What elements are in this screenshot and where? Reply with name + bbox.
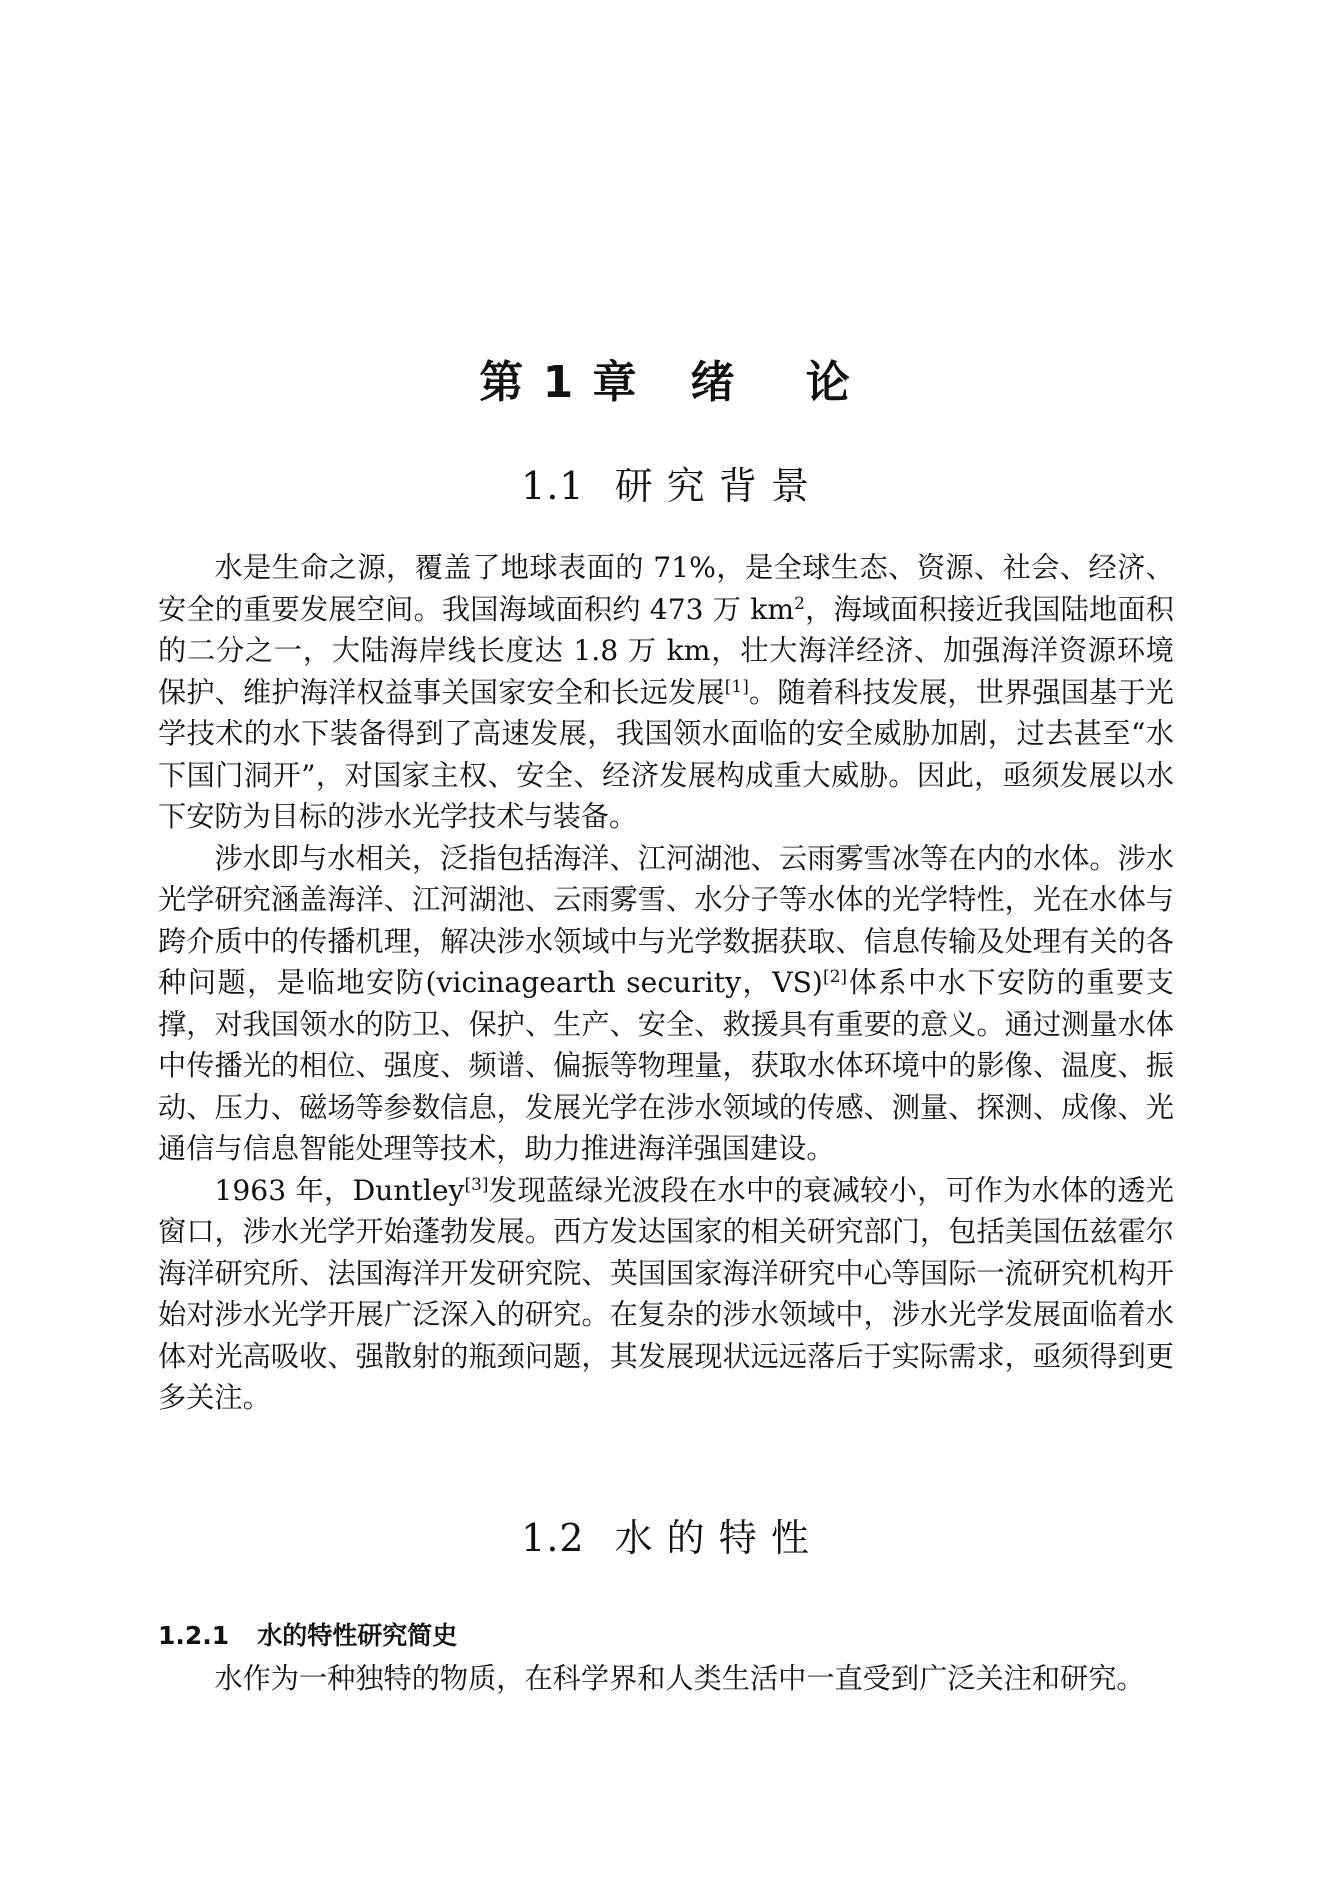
- section-1-2-1-body: [158, 1658, 1174, 1700]
- subsection-number: 1.2.1: [158, 1621, 230, 1650]
- paragraph: [158, 547, 1174, 838]
- paragraph-text: 1963 年，Duntley: [214, 1173, 465, 1207]
- paragraph-text: 。随着科技发展，世界强国基于光学技术的水下装备得到了高速发展，我国领水面临的安全威胁加剧，过去甚至“水下国门洞开”，对国家主权、安全、经济发展构成重大威胁。因此，亟须发展以水下安防为目标的涉水光学技术与装备。: [158, 675, 1174, 833]
- paragraph-text: 水是生命之源，覆盖了地球表面的 71%，是全球生态、资源、社会、经济、安全的重要发展空间。我国海域面积约 473 万 km: [158, 551, 1174, 626]
- paragraph: [158, 1170, 1174, 1419]
- citation-ref: [3]: [464, 1174, 489, 1195]
- section-number: 1.2: [521, 1516, 585, 1560]
- paragraph: [158, 838, 1174, 1170]
- superscript: 2: [794, 593, 805, 614]
- section-heading-1-1: [0, 455, 1331, 510]
- paragraph: 水作为一种独特的物质，在科学界和人类生活中一直受到广泛关注和研究。: [214, 1662, 1145, 1695]
- citation-ref: [2]: [822, 967, 848, 987]
- chapter-title: 第 1 章 绪 论: [479, 357, 852, 408]
- paragraph-text: 涉水即与水相关，泛指包括海洋、江河湖池、云雨雾雪冰等在内的水体。涉水光学研究涵盖海洋、江河湖池、云雨雾雪、水分子等水体的光学特性，光在水体与跨介质中的传播机理，解决涉水领域中与光学数据获取、信息传输及处理有关的各种问题，是临地安防(vicinagearth security，VS): [158, 841, 1174, 999]
- citation-ref: [1]: [724, 676, 749, 697]
- section-number: 1.1: [521, 464, 585, 508]
- section-heading-1-2: [0, 1507, 1331, 1562]
- paragraph-text: 发现蓝绿光波段在水中的衰减较小，可作为水体的透光窗口，涉水光学开始蓬勃发展。西方发达国家的相关研究部门，包括美国伍兹霍尔海洋研究所、法国海洋开发研究院、英国国家海洋研究中心等国际一流研究机构开始对涉水光学开展广泛深入的研究。在复杂的涉水领域中，涉水光学发展面临着水体对光高吸收、强散射的瓶颈问题，其发展现状远远落后于实际需求，亟须得到更多关注。: [158, 1173, 1174, 1414]
- paragraph-text: 体系中水下安防的重要支撑，对我国领水的防卫、保护、生产、安全、救援具有重要的意义。通过测量水体中传播光的相位、强度、频谱、偏振等物理量，获取水体环境中的影像、温度、振动、压力、磁场等参数信息，发展光学在涉水领域的传感、测量、探测、成像、光通信与信息智能处理等技术，助力推进海洋强国建设。: [158, 966, 1174, 1165]
- section-title-text: 研 究 背 景: [614, 464, 810, 508]
- paragraph-text: ，海域面积接近我国陆地面积的二分之一，大陆海岸线长度达 1.8 万 km，壮大海洋经济、加强海洋资源环境保护、维护海洋权益事关国家安全和长远发展: [158, 592, 1174, 709]
- subsection-heading-1-2-1: [158, 1616, 457, 1652]
- section-title-text: 水 的 特 性: [614, 1516, 810, 1560]
- subsection-title-text: 水的特性研究简史: [257, 1621, 458, 1650]
- section-1-1-body: [158, 547, 1174, 1419]
